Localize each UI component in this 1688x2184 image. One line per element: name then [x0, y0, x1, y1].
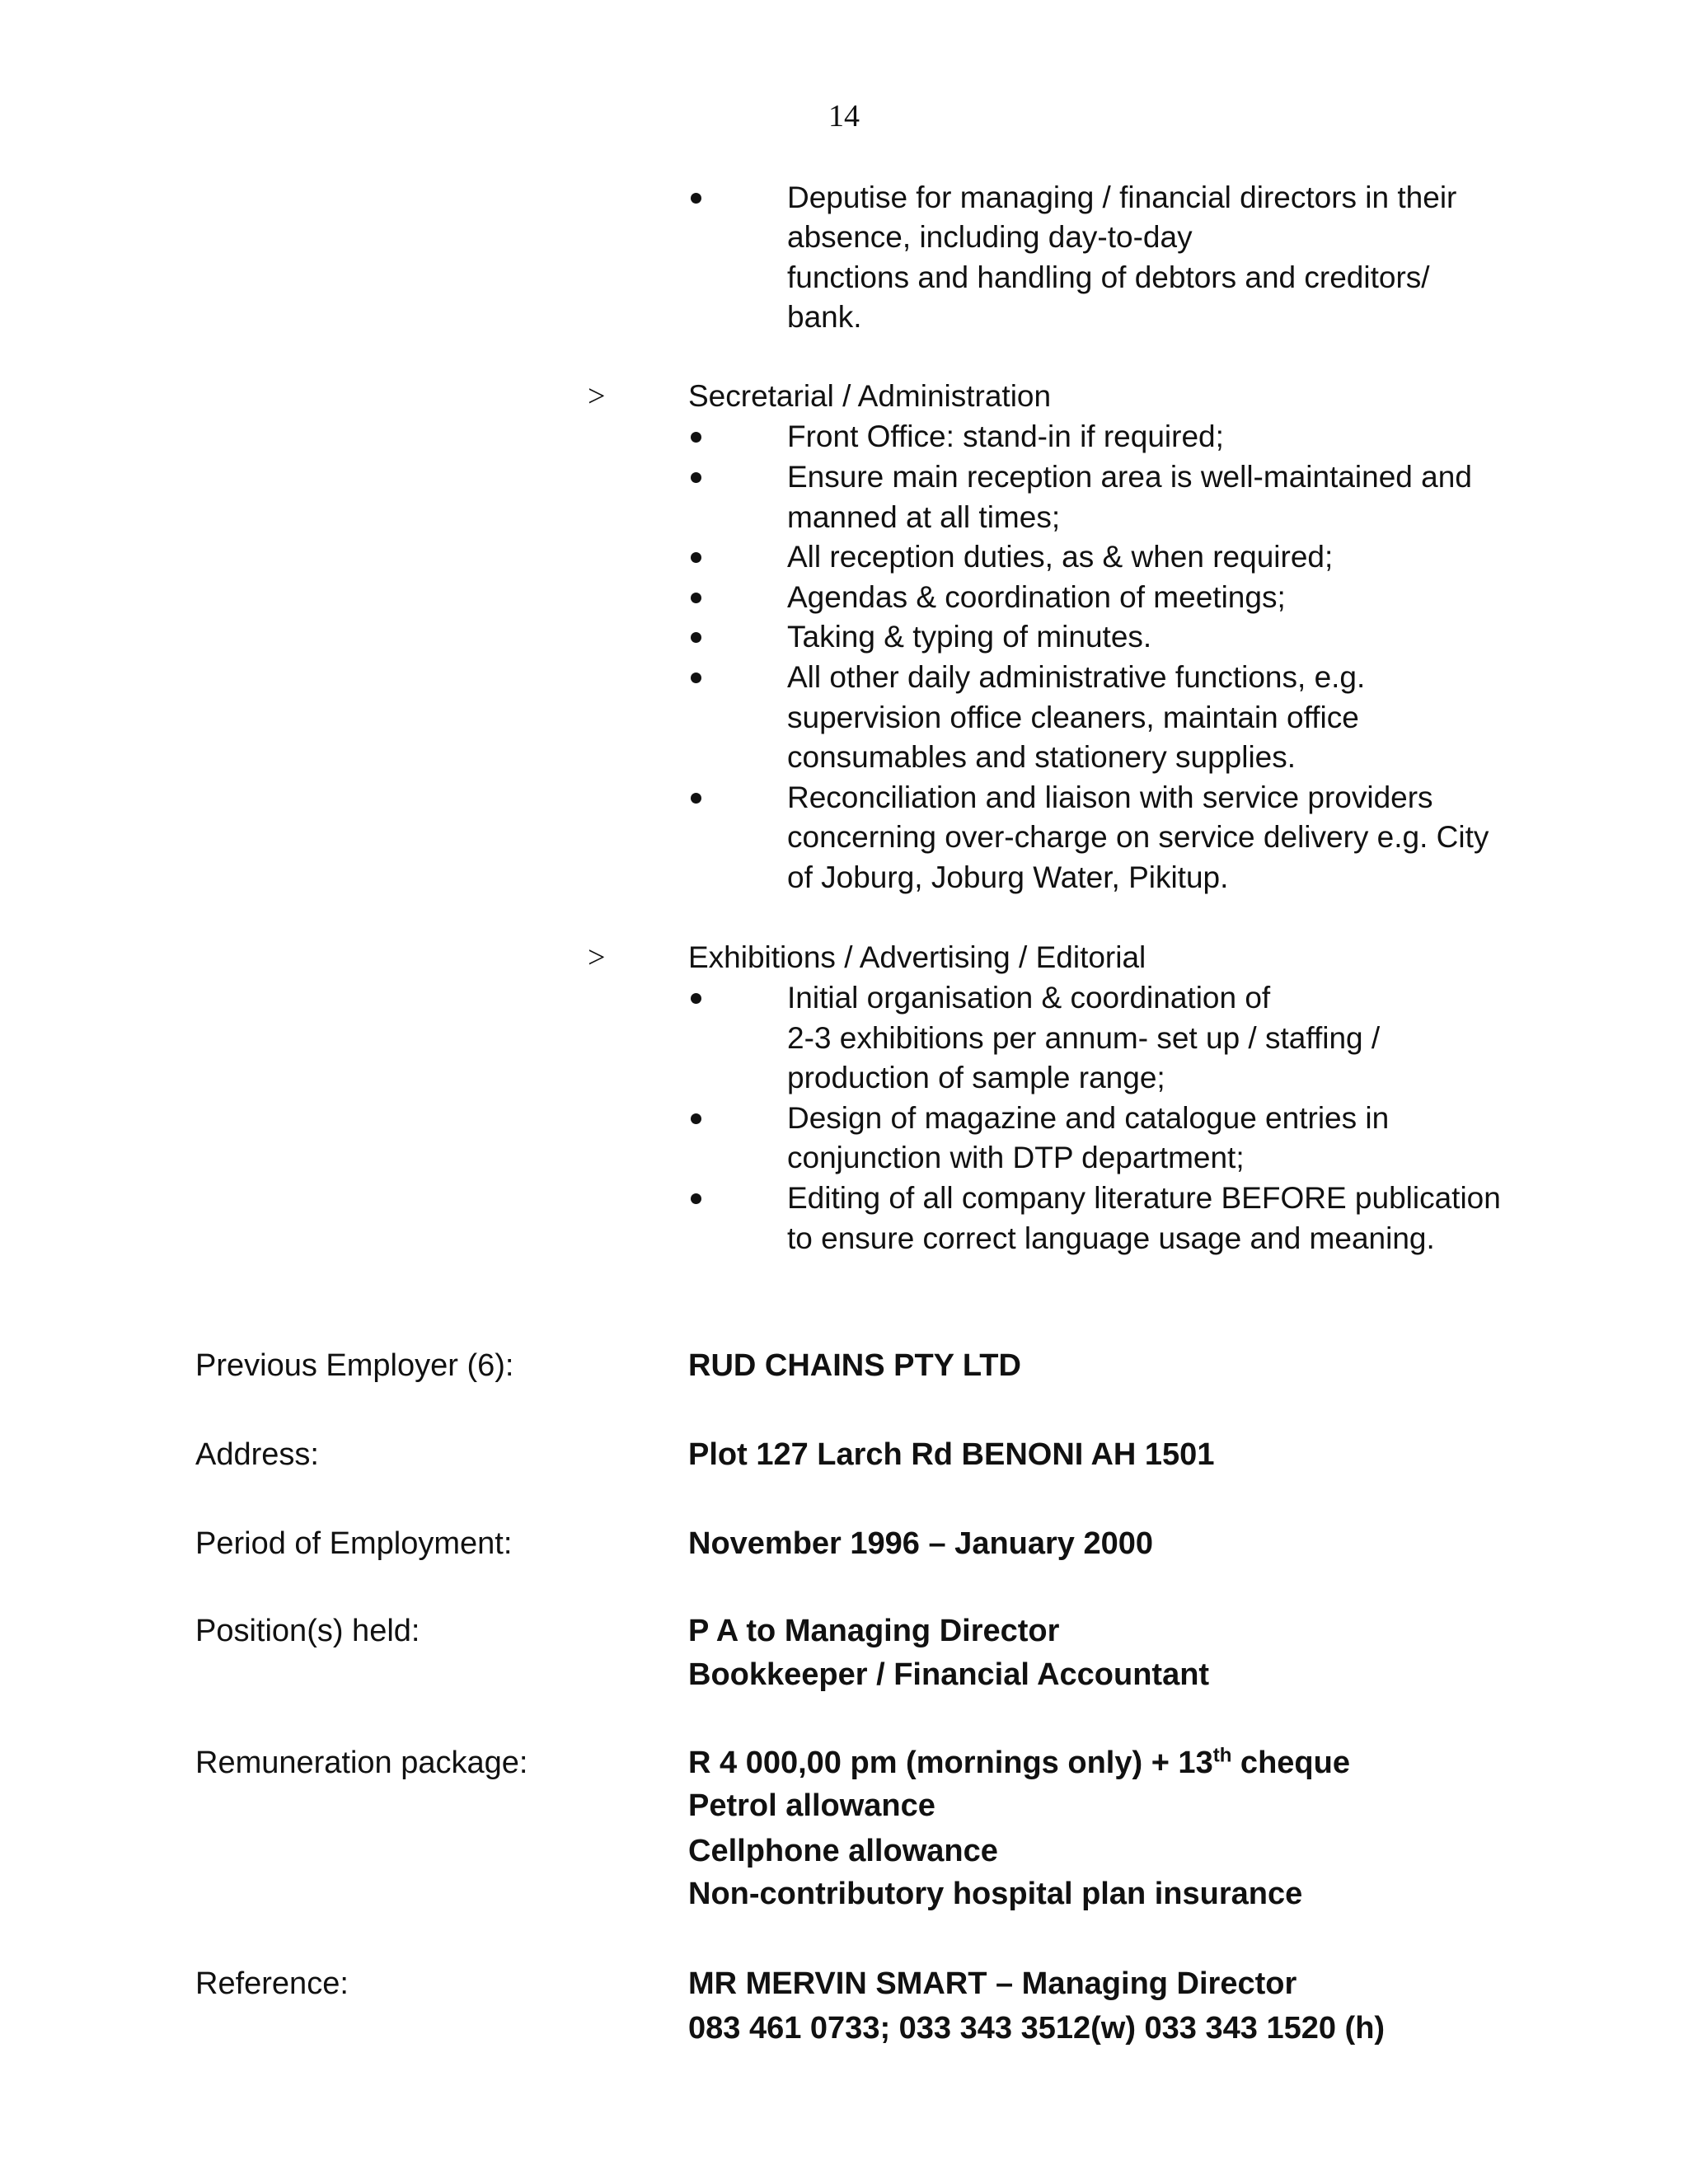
list-item: 2-3 exhibitions per annum- set up / staffing / [787, 1021, 1381, 1055]
position-item: Bookkeeper / Financial Accountant [688, 1657, 1210, 1692]
reference-phones: 083 461 0733; 033 343 3512(w) 033 343 1520 (h) [688, 2011, 1386, 2046]
bullet-icon [686, 537, 707, 577]
bullet-icon [686, 658, 707, 697]
bullet-icon [686, 178, 707, 218]
list-item: Reconciliation and liaison with service providers [787, 780, 1433, 814]
list-item: concerning over-charge on service delivery e.g. City [787, 820, 1489, 854]
list-item: supervision office cleaners, maintain office [787, 701, 1359, 734]
list-item: manned at all times; [787, 500, 1061, 534]
section-heading: Secretarial / Administration [688, 379, 1052, 413]
period-label: Period of Employment: [195, 1526, 513, 1561]
remuneration-salary-suffix: cheque [1231, 1746, 1350, 1780]
list-item: Agendas & coordination of meetings; [787, 580, 1286, 614]
remuneration-salary [688, 1742, 1350, 1783]
list-item: All reception duties, as & when required; [787, 540, 1334, 574]
bullet-icon [686, 578, 707, 617]
intro-bullet-line: absence, including day-to-day [787, 220, 1193, 254]
list-item: All other daily administrative functions, e.g. [787, 660, 1366, 694]
list-item: Ensure main reception area is well-maintained and [787, 460, 1472, 494]
list-item: to ensure correct language usage and meaning. [787, 1221, 1435, 1255]
page-number: 14 [828, 99, 860, 134]
intro-bullet-line: functions and handling of debtors and creditors/ [787, 260, 1430, 294]
list-item: conjunction with DTP department; [787, 1141, 1245, 1174]
section-marker: > [588, 940, 606, 975]
section-marker: > [588, 379, 606, 414]
position-item: P A to Managing Director [688, 1614, 1060, 1648]
intro-bullet-line: Deputise for managing / financial directors in their [787, 180, 1457, 214]
remuneration-item: Cellphone allowance [688, 1834, 998, 1868]
remuneration-superscript: th [1212, 1744, 1232, 1767]
period-value: November 1996 – January 2000 [688, 1526, 1154, 1561]
remuneration-item: Petrol allowance [688, 1788, 935, 1823]
bullet-icon [686, 457, 707, 497]
list-item: of Joburg, Joburg Water, Pikitup. [787, 860, 1229, 894]
previous-employer-label: Previous Employer (6): [195, 1348, 514, 1383]
list-item: Design of magazine and catalogue entries in [787, 1101, 1390, 1135]
list-item: Initial organisation & coordination of [787, 981, 1271, 1015]
bullet-icon [686, 978, 707, 1018]
reference-label: Reference: [195, 1966, 349, 2001]
bullet-icon [686, 1179, 707, 1218]
remuneration-item: Non-contributory hospital plan insurance [688, 1877, 1303, 1911]
list-item: production of sample range; [787, 1061, 1165, 1094]
bullet-icon [686, 778, 707, 818]
list-item: Front Office: stand-in if required; [787, 419, 1224, 453]
bullet-icon [686, 417, 707, 457]
remuneration-label: Remuneration package: [195, 1746, 528, 1780]
positions-label: Position(s) held: [195, 1614, 420, 1648]
section-heading: Exhibitions / Advertising / Editorial [688, 940, 1146, 974]
remuneration-salary-text: R 4 000,00 pm (mornings only) + 13 [688, 1746, 1213, 1780]
bullet-icon [686, 1099, 707, 1138]
list-item: Editing of all company literature BEFORE publication [787, 1181, 1501, 1215]
address-value: Plot 127 Larch Rd BENONI AH 1501 [688, 1437, 1215, 1472]
intro-bullet-line: bank. [787, 300, 862, 334]
address-label: Address: [195, 1437, 319, 1472]
reference-name: MR MERVIN SMART – Managing Director [688, 1966, 1297, 2001]
list-item: consumables and stationery supplies. [787, 740, 1296, 774]
bullet-icon [686, 617, 707, 657]
previous-employer-value: RUD CHAINS PTY LTD [688, 1348, 1021, 1383]
list-item: Taking & typing of minutes. [787, 620, 1152, 654]
